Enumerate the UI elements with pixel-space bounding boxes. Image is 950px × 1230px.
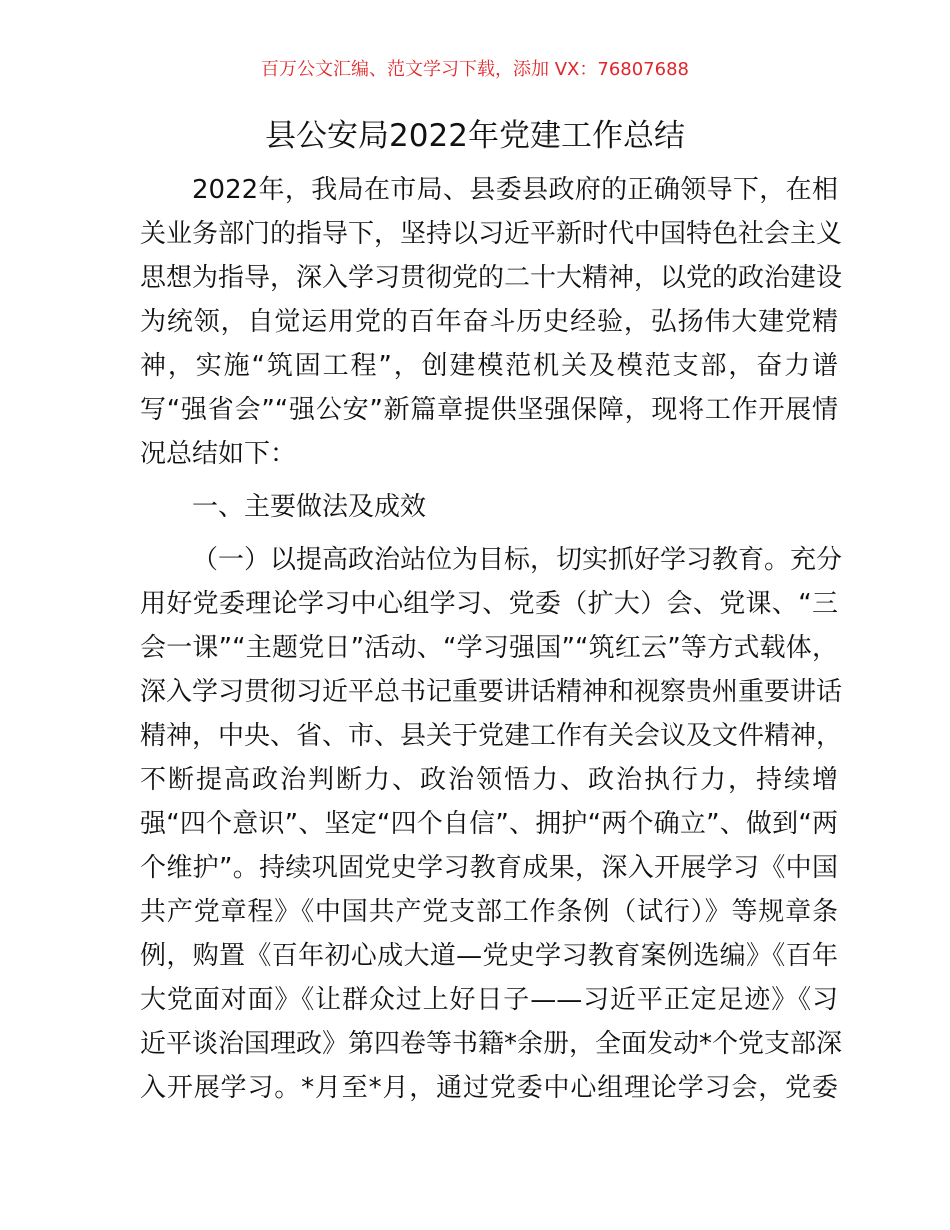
text-line: 入开展学习。*月至*月，通过党委中心组理论学习会，党委 <box>140 1073 838 1103</box>
text-line: 2022年，我局在市局、县委县政府的正确领导下，在相 <box>192 175 838 205</box>
paragraph-study-education <box>140 538 843 1110</box>
watermark-header: 百万公文汇编、范文学习下载，添加 VX：76807688 <box>261 59 689 80</box>
document-body <box>140 168 843 1110</box>
text-line: 深入学习贯彻习近平总书记重要讲话精神和视察贵州重要讲话 <box>140 677 843 707</box>
text-line: 为统领，自觉运用党的百年奋斗历史经验，弘扬伟大建党精 <box>140 307 838 337</box>
paragraph-intro <box>140 168 843 476</box>
text-line: 写“强省会”“强公安”新篇章提供坚强保障，现将工作开展情 <box>140 395 838 425</box>
text-line: 精神，中央、省、市、县关于党建工作有关会议及文件精神， <box>140 721 843 751</box>
text-line: 共产党章程》《中国共产党支部工作条例（试行）》等规章条 <box>140 897 838 927</box>
text-line: 近平谈治国理政》第四卷等书籍*余册，全面发动*个党支部深 <box>140 1029 843 1059</box>
text-line: 况总结如下： <box>140 439 297 469</box>
text-line: 不断提高政治判断力、政治领悟力、政治执行力，持续增 <box>140 765 838 795</box>
document-title: 县公安局2022年党建工作总结 <box>265 118 685 154</box>
text-line: 思想为指导，深入学习贯彻党的二十大精神，以党的政治建设 <box>140 263 843 293</box>
text-line: 大党面对面》《让群众过上好日子——习近平正定足迹》《习 <box>140 985 838 1015</box>
text-line: 会一课”“主题党日”活动、“学习强国”“筑红云”等方式载体， <box>140 633 838 663</box>
text-line: 用好党委理论学习中心组学习、党委（扩大）会、党课、“三 <box>140 589 838 619</box>
text-line: 关业务部门的指导下，坚持以习近平新时代中国特色社会主义 <box>140 219 843 249</box>
section-heading: 一、主要做法及成效 <box>192 492 427 522</box>
text-line: 个维护”。持续巩固党史学习教育成果，深入开展学习《中国 <box>140 853 838 883</box>
text-line: （一）以提高政治站位为目标，切实抓好学习教育。充分 <box>192 545 843 575</box>
text-line: 例，购置《百年初心成大道—党史学习教育案例选编》《百年 <box>140 941 838 971</box>
text-line: 神，实施“筑固工程”，创建模范机关及模范支部，奋力谱 <box>140 351 838 381</box>
text-line: 强“四个意识”、坚定“四个自信”、拥护“两个确立”、做到“两 <box>140 809 838 839</box>
